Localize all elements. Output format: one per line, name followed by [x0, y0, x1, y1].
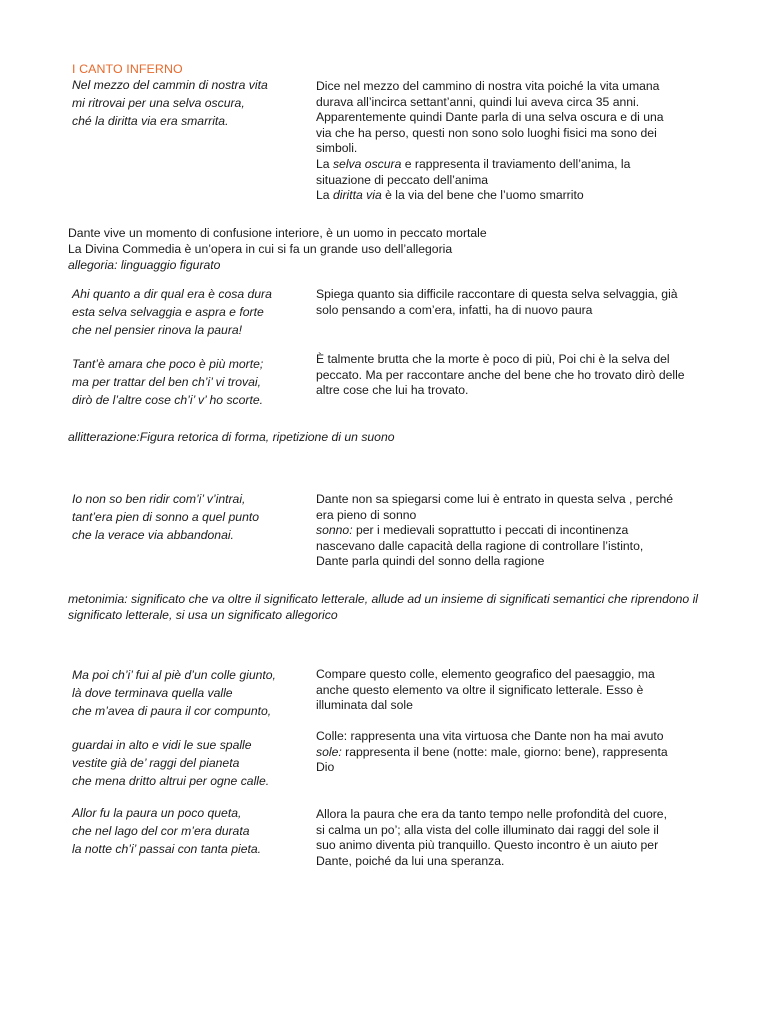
verse-line: là dove terminava quella valle: [72, 685, 233, 700]
verse-line: Io non so ben ridir com’i’ v’intrai,: [72, 492, 246, 506]
verse-line: Allor fu la paura un poco queta,: [72, 806, 242, 820]
comment-text: è la via del bene che l’uomo smarrito: [381, 188, 584, 203]
comment-line: anche questo elemento va oltre il significato letterale. Esso è: [316, 682, 644, 697]
comment-emphasis: sole:: [316, 744, 342, 759]
verse-line: tant’era pien di sonno a quel punto: [72, 509, 260, 524]
comment-line: Dante, poiché da lui una speranza.: [316, 853, 505, 868]
comment-line: era pieno di sonno: [316, 507, 417, 522]
verse-line: esta selva selvaggia e aspra e forte: [72, 304, 264, 319]
comment-text: La: [316, 156, 333, 171]
verse-block-3: [72, 356, 263, 409]
comment-line: Dice nel mezzo del cammino di nostra vita poiché la vita umana: [316, 79, 660, 93]
verse-line: Nel mezzo del cammin di nostra vita: [72, 78, 268, 92]
verse-line: ché la diritta via era smarrita.: [72, 113, 229, 128]
note-allitterazione: allitterazione:Figura retorica di forma, ripetizione di un suono: [68, 430, 395, 444]
comment-text: rappresenta il bene (notte: male, giorno: bene), rappresenta: [341, 744, 668, 759]
comment-emphasis: selva oscura: [332, 156, 402, 171]
comment-line: Allora la paura che era da tanto tempo nelle profondità del cuore,: [316, 807, 667, 821]
verse-block-2: [72, 286, 272, 339]
note-block-allegoria: [68, 225, 487, 273]
verse-line: Ma poi ch’i’ fui al piè d’un colle giunto,: [72, 668, 276, 682]
verse-line: che mena dritto altrui per ogne calle.: [72, 773, 270, 788]
verse-block-6: [72, 737, 269, 790]
comment-line: peccato. Ma per raccontare anche del bene che ho trovato dirò delle: [316, 367, 685, 382]
comment-line: simboli.: [316, 141, 358, 156]
note-line: significato letterale, si usa un significato allegorico: [68, 608, 338, 622]
verse-line: che m’avea di paura il cor compunto,: [72, 703, 272, 718]
verse-block-1: [72, 77, 268, 130]
verse-block-7: [72, 805, 261, 858]
verse-line: dirò de l’altre cose ch’i’ v’ ho scorte.: [72, 392, 264, 407]
comment-line: È talmente brutta che la morte è poco di più, Poi chi è la selva del: [316, 352, 670, 366]
commentary-block-7: [316, 807, 667, 869]
verse-line: mi ritrovai per una selva oscura,: [72, 95, 245, 110]
comment-line: Dante non sa spiegarsi come lui è entrato in questa selva , perché: [316, 492, 674, 506]
note-line: allegoria: linguaggio figurato: [68, 258, 221, 272]
comment-line: Apparentemente quindi Dante parla di una selva oscura e di una: [316, 110, 664, 125]
verse-line: la notte ch’i’ passai con tanta pieta.: [72, 841, 262, 856]
note-line: metonimia: significato che va oltre il significato letterale, allude ad un insieme di significati semantici che riprendono il: [68, 592, 699, 606]
verse-block-4: [72, 491, 259, 544]
comment-line: si calma un po’; alla vista del colle illuminato dai raggi del sole il: [316, 822, 659, 837]
comment-text: per i medievali soprattutto i peccati di incontinenza: [352, 523, 629, 538]
verse-line: vestite già de’ raggi del pianeta: [72, 755, 240, 770]
comment-line: [316, 188, 664, 204]
verse-line: che nel lago del cor m’era durata: [72, 823, 250, 838]
note-line: La Divina Commedia è un’opera in cui si fa un grande uso dell’allegoria: [68, 242, 453, 256]
comment-line: suo animo diventa più tranquillo. Questo incontro è un aiuto per: [316, 838, 659, 853]
commentary-block-3: [316, 352, 685, 399]
commentary-block-4: [316, 492, 673, 570]
comment-line: altre cose che lui ha trovato.: [316, 383, 469, 398]
comment-line: [316, 523, 673, 539]
comment-line: Colle: rappresenta una vita virtuosa che Dante non ha mai avuto: [316, 729, 664, 743]
comment-line: solo pensando a com’era, infatti, ha di nuovo paura: [316, 302, 593, 317]
comment-line: Compare questo colle, elemento geografico del paesaggio, ma: [316, 667, 655, 681]
comment-line: [316, 157, 664, 173]
verse-line: Ahi quanto a dir qual era è cosa dura: [72, 287, 272, 301]
comment-line: via che ha perso, questi non sono solo luoghi fisici ma sono dei: [316, 125, 657, 140]
comment-emphasis: sonno:: [316, 523, 353, 538]
verse-line: guardai in alto e vidi le sue spalle: [72, 738, 252, 752]
commentary-block-1: [316, 79, 664, 204]
comment-line: nascevano dalle capacità della ragione di controllare l’istinto,: [316, 538, 644, 553]
comment-text: La: [316, 188, 333, 203]
verse-line: che nel pensier rinova la paura!: [72, 322, 243, 337]
comment-emphasis: diritta via: [332, 188, 382, 203]
canto-heading: I CANTO INFERNO: [72, 62, 183, 76]
comment-text: e rappresenta il traviamento dell’anima, la: [401, 156, 631, 171]
commentary-block-2: [316, 287, 678, 318]
comment-line: Spiega quanto sia difficile raccontare di questa selva selvaggia, già: [316, 287, 678, 301]
verse-line: che la verace via abbandonai.: [72, 527, 234, 542]
comment-line: durava all’incirca settant’anni, quindi lui aveva circa 35 anni.: [316, 94, 640, 109]
comment-line: Dante parla quindi del sonno della ragione: [316, 554, 545, 569]
verse-line: ma per trattar del ben ch’i’ vi trovai,: [72, 374, 261, 389]
commentary-block-5: [316, 667, 655, 714]
comment-line: [316, 745, 668, 761]
comment-line: Dio: [316, 760, 335, 775]
comment-line: illuminata dal sole: [316, 698, 413, 713]
note-line: Dante vive un momento di confusione interiore, è un uomo in peccato mortale: [68, 226, 487, 240]
commentary-block-6: [316, 729, 668, 776]
comment-line: situazione di peccato dell’anima: [316, 172, 489, 187]
verse-block-5: [72, 667, 276, 720]
note-metonimia: [68, 591, 698, 623]
verse-line: Tant’è amara che poco è più morte;: [72, 357, 264, 371]
